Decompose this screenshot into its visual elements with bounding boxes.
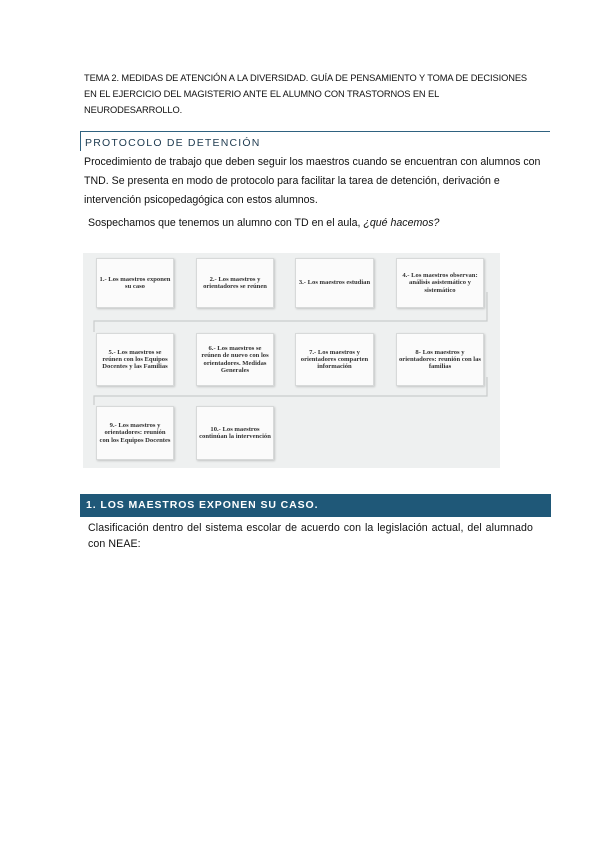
flow-step-5: 5.- Los maestros se reúnen con los Equipos Docentes y las Familias [96,333,174,386]
flow-step-9: 9.- Los maestros y orientadores: reunión con los Equipos Docentes [96,406,174,460]
flow-step-1: 1.- Los maestros exponen su caso [96,258,174,308]
protocol-question [88,215,528,231]
section-1-text: Clasificación dentro del sistema escolar de acuerdo con la legislación actual, del alumnado con NEAE: [88,522,533,550]
document-header: TEMA 2. MEDIDAS DE ATENCIÓN A LA DIVERSIDAD. GUÍA DE PENSAMIENTO Y TOMA DE DECISIONES EN EL EJERCICIO DEL MAGISTERIO ANTE EL ALUMNO CON TRASTORNOS EN EL NEURODESARROLLO. [84,73,528,115]
flow-step-4: 4.- Los maestros observan: análisis asistemático y sistemático [396,258,484,308]
question-prefix: Sospechamos que tenemos un alumno con TD en el aula, [88,217,364,229]
protocol-heading [80,131,550,151]
protocol-flowchart [83,253,500,468]
protocol-intro: Procedimiento de trabajo que deben seguir los maestros cuando se encuentran con alumnos con TND. Se presenta en modo de protocolo para facilitar la tarea de detención, derivación e intervención psicopedagógica con estos alumnos. [84,156,541,206]
section-1-heading: 1. LOS MAESTROS EXPONEN SU CASO. [80,494,551,517]
flow-step-7: 7.- Los maestros y orientadores comparten información [295,333,374,386]
flow-step-8: 8- Los maestros y orientadores: reunión con las familias [396,333,484,386]
flow-step-2: 2.- Los maestros y orientadores se reúnen [196,258,274,308]
flow-step-6: 6.- Los maestros se reúnen de nuevo con los orientadores. Medidas Generales [196,333,274,386]
flow-step-10: 10.- Los maestros continúan la intervención [196,406,274,460]
protocol-heading-text: PROTOCOLO DE DETENCIÓN [85,137,261,149]
question-emphasis: ¿qué hacemos? [363,217,440,229]
flow-step-3: 3.- Los maestros estudian [295,258,374,308]
